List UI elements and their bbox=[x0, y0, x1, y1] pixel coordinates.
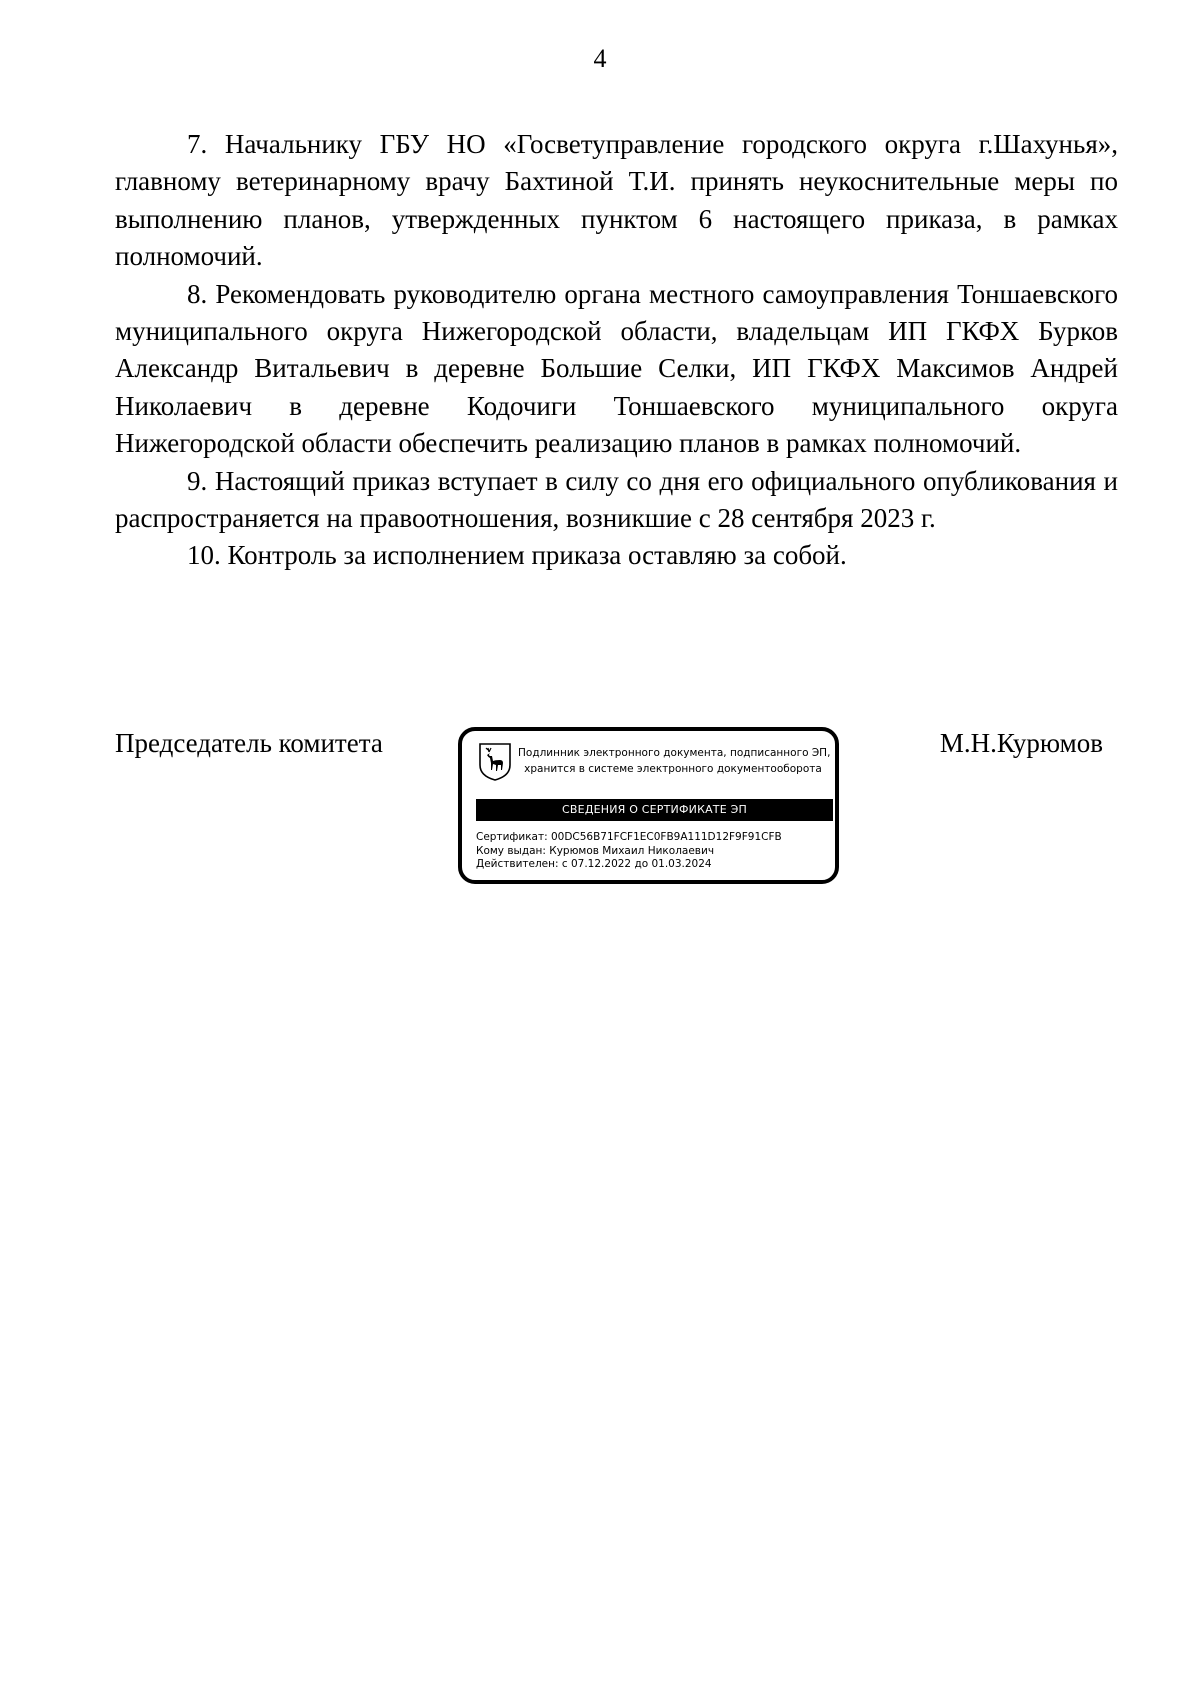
certificate-number: Сертификат: 00DC56B71FCF1EC0FB9A111D12F9F91CFB bbox=[476, 831, 782, 843]
page-number: 4 bbox=[593, 44, 607, 73]
paragraph-8: 8. Рекомендовать руководителю органа местного самоуправления Тоншаевского муниципального округа Нижегородской области, владельцам ИП ГКФХ Бурков Александр Витальевич в деревне Большие Селки, ИП ГКФХ Максимов Андрей Николаевич в деревне Кодочиги Тоншаевского муниципального округа Нижегородской области обеспечить реализацию планов в рамках полномочий. bbox=[115, 278, 1118, 459]
paragraph-7: 7. Начальнику ГБУ НО «Госветуправление городского округа г.Шахунья», главному ветеринарному врачу Бахтиной Т.И. принять неукоснительные меры по выполнению планов, утвержденных пунктом 6 настоящего приказа, в рамках полномочий. bbox=[115, 129, 1118, 272]
signatory-title: Председатель комитета bbox=[115, 728, 383, 758]
paragraph-10: 10. Контроль за исполнением приказа оставляю за собой. bbox=[187, 540, 847, 571]
stamp-header-line: хранится в системе электронного документооборота bbox=[524, 763, 822, 775]
electronic-signature-stamp bbox=[458, 727, 839, 884]
stamp-header-line: Подлинник электронного документа, подписанного ЭП, bbox=[518, 747, 831, 759]
document-body bbox=[115, 126, 1118, 575]
paragraph-9: 9. Настоящий приказ вступает в силу со дня его официального опубликования и распространяется на правоотношения, возникшие с 28 сентября 2023 г. bbox=[115, 465, 1118, 534]
coat-of-arms-deer-icon bbox=[479, 743, 511, 781]
certificate-owner: Кому выдан: Курюмов Михаил Николаевич bbox=[476, 844, 715, 857]
stamp-header bbox=[518, 745, 831, 777]
certificate-banner: СВЕДЕНИЯ О СЕРТИФИКАТЕ ЭП bbox=[476, 799, 833, 821]
signatory-name: М.Н.Курюмов bbox=[939, 728, 1103, 758]
certificate-details bbox=[476, 831, 782, 872]
certificate-validity: Действителен: с 07.12.2022 до 01.03.2024 bbox=[476, 858, 712, 870]
